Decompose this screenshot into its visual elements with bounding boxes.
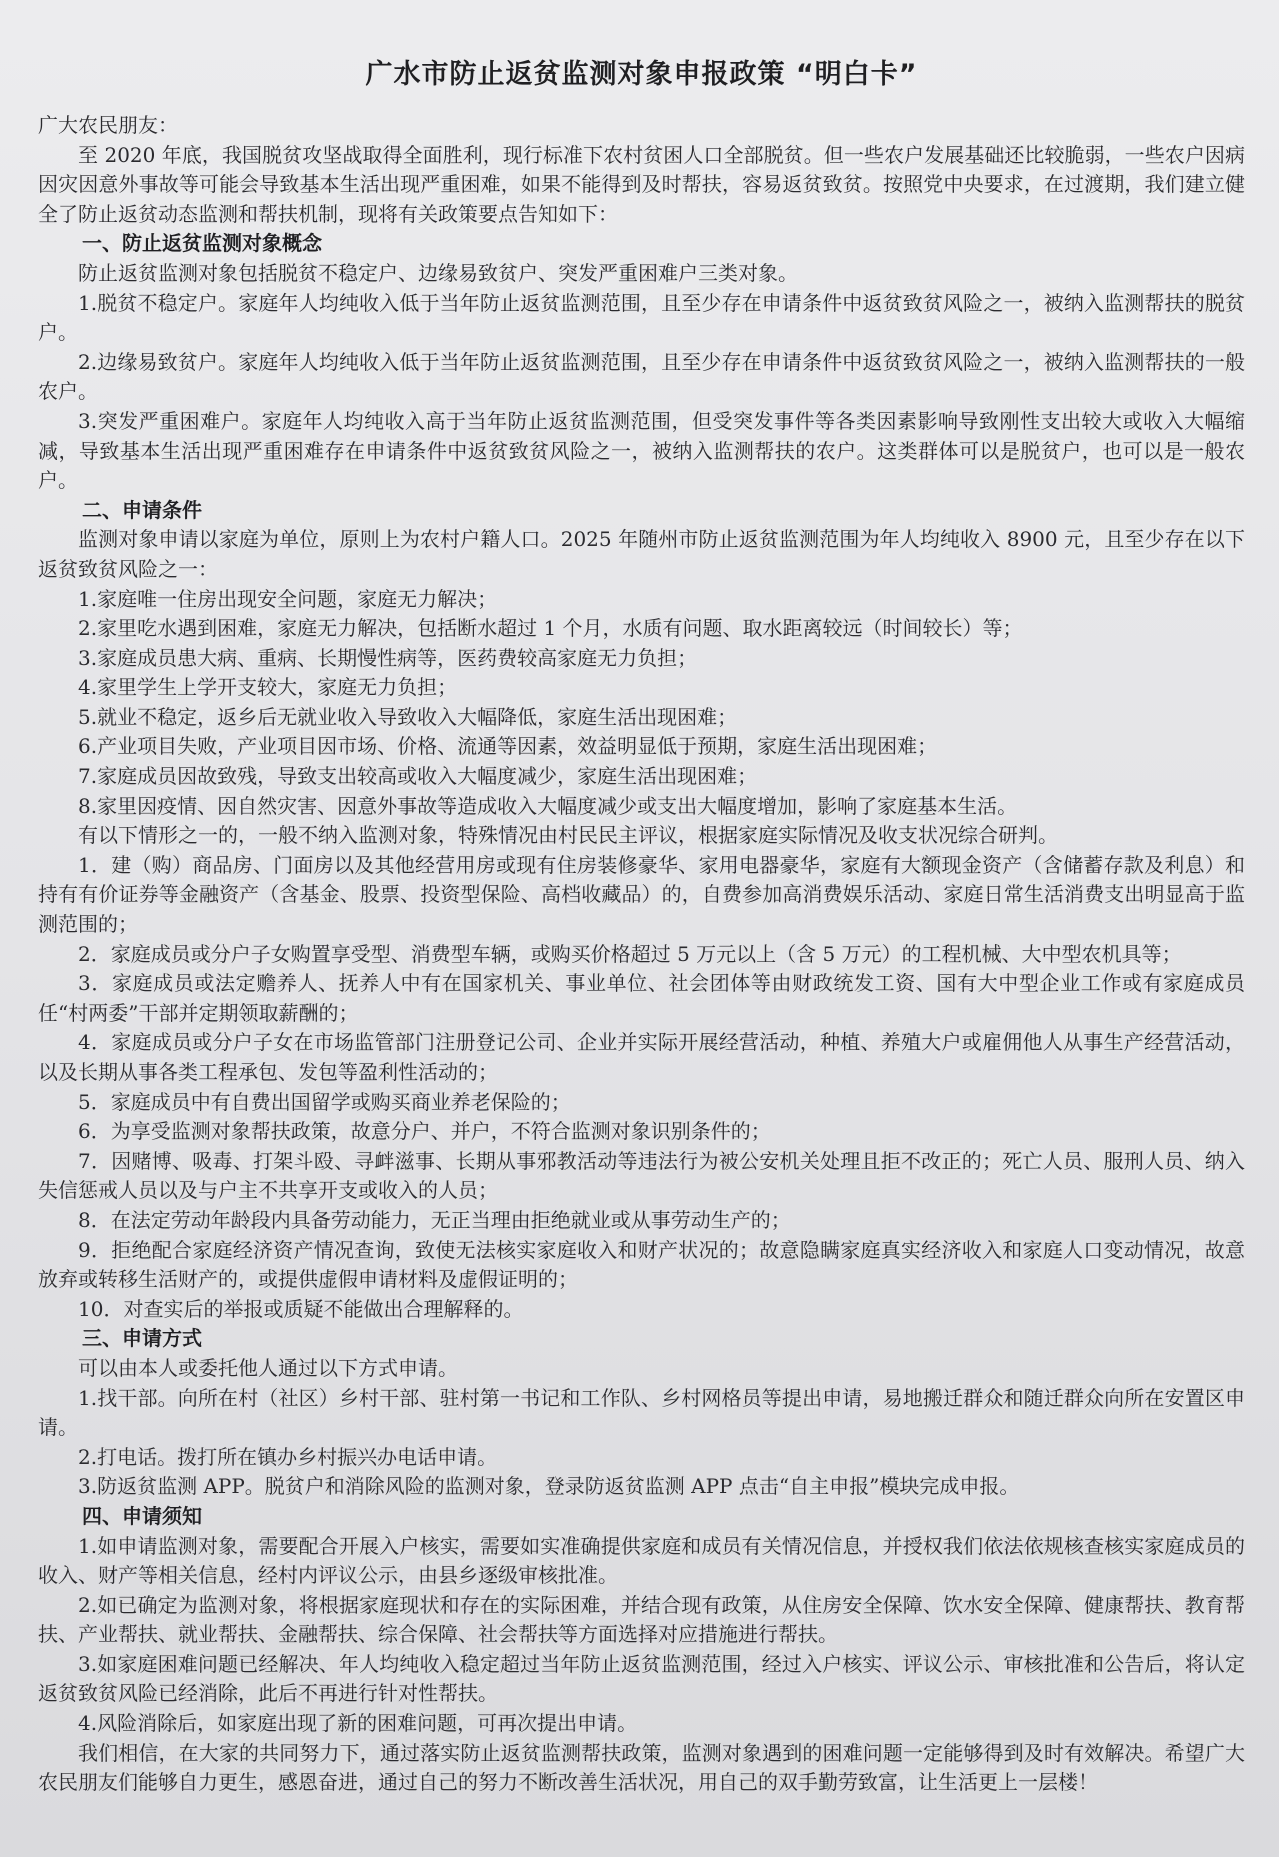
exclusion-item: 9．拒绝配合家庭经济资产情况查询，致使无法核实家庭收入和财产状况的；故意隐瞒家庭真实经济收入和家庭人口变动情况，故意放弃或转移生活财产的，或提供虚假申请材料及虚假证明的；	[38, 1237, 1245, 1292]
exclusion-intro: 有以下情形之一的，一般不纳入监测对象，特殊情况由村民民主评议，根据家庭实际情况及收支状况综合研判。	[78, 823, 1058, 848]
notice-item: 3.如家庭困难问题已经解决、年人均纯收入稳定超过当年防止返贫监测范围，经过入户核实、评议公示、审核批准和公告后，将认定返贫致贫风险已经消除，此后不再进行针对性帮扶。	[38, 1651, 1245, 1706]
exclusion-item: 10．对查实后的举报或质疑不能做出合理解释的。	[78, 1296, 524, 1321]
notice-item: 1.如申请监测对象，需要配合开展入户核实，需要如实准确提供家庭和成员有关情况信息，并授权我们依法依规核查核实家庭成员的收入、财产等相关信息，经村内评议公示，由县乡逐级审核批准。	[38, 1533, 1245, 1588]
exclusion-item: 4．家庭成员或分户子女在市场监管部门注册登记公司、企业并实际开展经营活动，种植、养殖大户或雇佣他人从事生产经营活动，以及长期从事各类工程承包、发包等盈利性活动的；	[38, 1030, 1245, 1084]
risk-item: 4.家里学生上学开支较大，家庭无力负担；	[78, 675, 458, 700]
notice-item: 2.如已确定为监测对象，将根据家庭现状和存在的实际困难，并结合现有政策，从住房安全保障、饮水安全保障、健康帮扶、教育帮扶、产业帮扶、就业帮扶、金融帮扶、综合保障、社会帮扶等方面选择对应措施进行帮扶。	[38, 1592, 1245, 1647]
exclusion-item: 1．建（购）商品房、门面房以及其他经营用房或现有住房装修豪华、家用电器豪华，家庭有大额现金资产（含储蓄存款及利息）和持有有价证券等金融资产（含基金、股票、投资型保险、高档收藏品）的，自费参加高消费娱乐活动、家庭日常生活消费支出明显高于监测范围的；	[38, 852, 1245, 937]
exclusion-item: 8．在法定劳动年龄段内具备劳动能力，无正当理由拒绝就业或从事劳动生产的；	[78, 1207, 791, 1232]
intro-paragraph: 至 2020 年底，我国脱贫攻坚战取得全面胜利，现行标准下农村贫困人口全部脱贫。但一些农户发展基础还比较脆弱，一些农户因病因灾因意外事故等可能会导致基本生活出现严重困难，如果不能得到及时帮扶，容易返贫致贫。按照党中央要求，在过渡期，我们建立健全了防止返贫动态监测和帮扶机制，现将有关政策要点告知如下：	[38, 142, 1245, 226]
concept-paragraph: 防止返贫监测对象包括脱贫不稳定户、边缘易致贫户、突发严重困难户三类对象。	[78, 260, 798, 285]
risk-item: 5.就业不稳定，返乡后无就业收入导致收入大幅降低，家庭生活出现困难；	[78, 704, 738, 729]
section-heading-notice: 四、申请须知	[82, 1503, 202, 1528]
notice-item: 4.风险消除后，如家庭出现了新的困难问题，可再次提出申请。	[78, 1711, 638, 1736]
risk-item: 2.家里吃水遇到困难，家庭无力解决，包括断水超过 1 个月，水质有问题、取水距离较远（时间较长）等；	[78, 616, 1023, 641]
closing-paragraph: 我们相信，在大家的共同努力下，通过落实防止返贫监测帮扶政策，监测对象遇到的困难问题一定能够得到及时有效解决。希望广大农民朋友们能够自力更生，感恩奋进，通过自己的努力不断改善生活状况，用自己的双手勤劳致富，让生活更上一层楼！	[38, 1740, 1245, 1795]
conditions-intro: 监测对象申请以家庭为单位，原则上为农村户籍人口。2025 年随州市防止返贫监测范围为年人均纯收入 8900 元，且至少存在以下返贫致贫风险之一：	[38, 527, 1245, 581]
concept-paragraph: 2.边缘易致贫户。家庭年人均纯收入低于当年防止返贫监测范围，且至少存在申请条件中返贫致贫风险之一，被纳入监测帮扶的一般农户。	[38, 349, 1245, 404]
risk-item: 6.产业项目失败，产业项目因市场、价格、流通等因素，效益明显低于预期，家庭生活出现困难；	[78, 734, 938, 759]
greeting: 广大农民朋友：	[38, 113, 178, 137]
section-heading-conditions: 二、申请条件	[82, 497, 202, 522]
exclusion-item: 3．家庭成员或法定赡养人、抚养人中有在国家机关、事业单位、社会团体等由财政统发工资、国有大中型企业工作或有家庭成员任“村两委”干部并定期领取薪酬的；	[38, 971, 1245, 1025]
risk-item: 1.家庭唯一住房出现安全问题，家庭无力解决；	[78, 586, 498, 611]
methods-intro: 可以由本人或委托他人通过以下方式申请。	[78, 1355, 458, 1380]
exclusion-item: 5．家庭成员中有自费出国留学或购买商业养老保险的；	[78, 1089, 571, 1114]
method-item: 1.找干部。向所在村（社区）乡村干部、驻村第一书记和工作队、乡村网格员等提出申请，易地搬迁群众和随迁群众向所在安置区申请。	[38, 1385, 1245, 1440]
section-heading-concept: 一、防止返贫监测对象概念	[82, 231, 322, 256]
exclusion-item: 2．家庭成员或分户子女购置享受型、消费型车辆，或购买价格超过 5 万元以上（含 5 万元）的工程机械、大中型农机具等；	[78, 941, 1182, 966]
risk-item: 7.家庭成员因故致残，导致支出较高或收入大幅度减少，家庭生活出现困难；	[78, 764, 758, 789]
method-item: 2.打电话。拨打所在镇办乡村振兴办电话申请。	[78, 1444, 498, 1469]
concept-paragraph: 3.突发严重困难户。家庭年人均纯收入高于当年防止返贫监测范围，但受突发事件等各类因素影响导致刚性支出较大或收入大幅缩减，导致基本生活出现严重困难存在申请条件中返贫致贫风险之一，被纳入监测帮扶的农户。这类群体可以是脱贫户，也可以是一般农户。	[38, 408, 1245, 493]
concept-paragraph: 1.脱贫不稳定户。家庭年人均纯收入低于当年防止返贫监测范围，且至少存在申请条件中返贫致贫风险之一，被纳入监测帮扶的脱贫户。	[38, 290, 1245, 345]
exclusion-item: 7．因赌博、吸毒、打架斗殴、寻衅滋事、长期从事邪教活动等违法行为被公安机关处理且拒不改正的；死亡人员、服刑人员、纳入失信惩戒人员以及与户主不共享开支或收入的人员；	[38, 1148, 1245, 1203]
risk-item: 3.家庭成员患大病、重病、长期慢性病等，医药费较高家庭无力负担；	[78, 645, 698, 670]
risk-item: 8.家里因疫情、因自然灾害、因意外事故等造成收入大幅度减少或支出大幅度增加，影响了家庭基本生活。	[78, 793, 1018, 818]
exclusion-item: 6．为享受监测对象帮扶政策，故意分户、并户，不符合监测对象识别条件的；	[78, 1119, 771, 1144]
document-title: 广水市防止返贫监测对象申报政策 “明白卡”	[365, 59, 918, 90]
method-item: 3.防返贫监测 APP。脱贫户和消除风险的监测对象，登录防返贫监测 APP 点击“自主申报”模块完成申报。	[78, 1474, 1020, 1499]
section-heading-methods: 三、申请方式	[82, 1326, 202, 1351]
